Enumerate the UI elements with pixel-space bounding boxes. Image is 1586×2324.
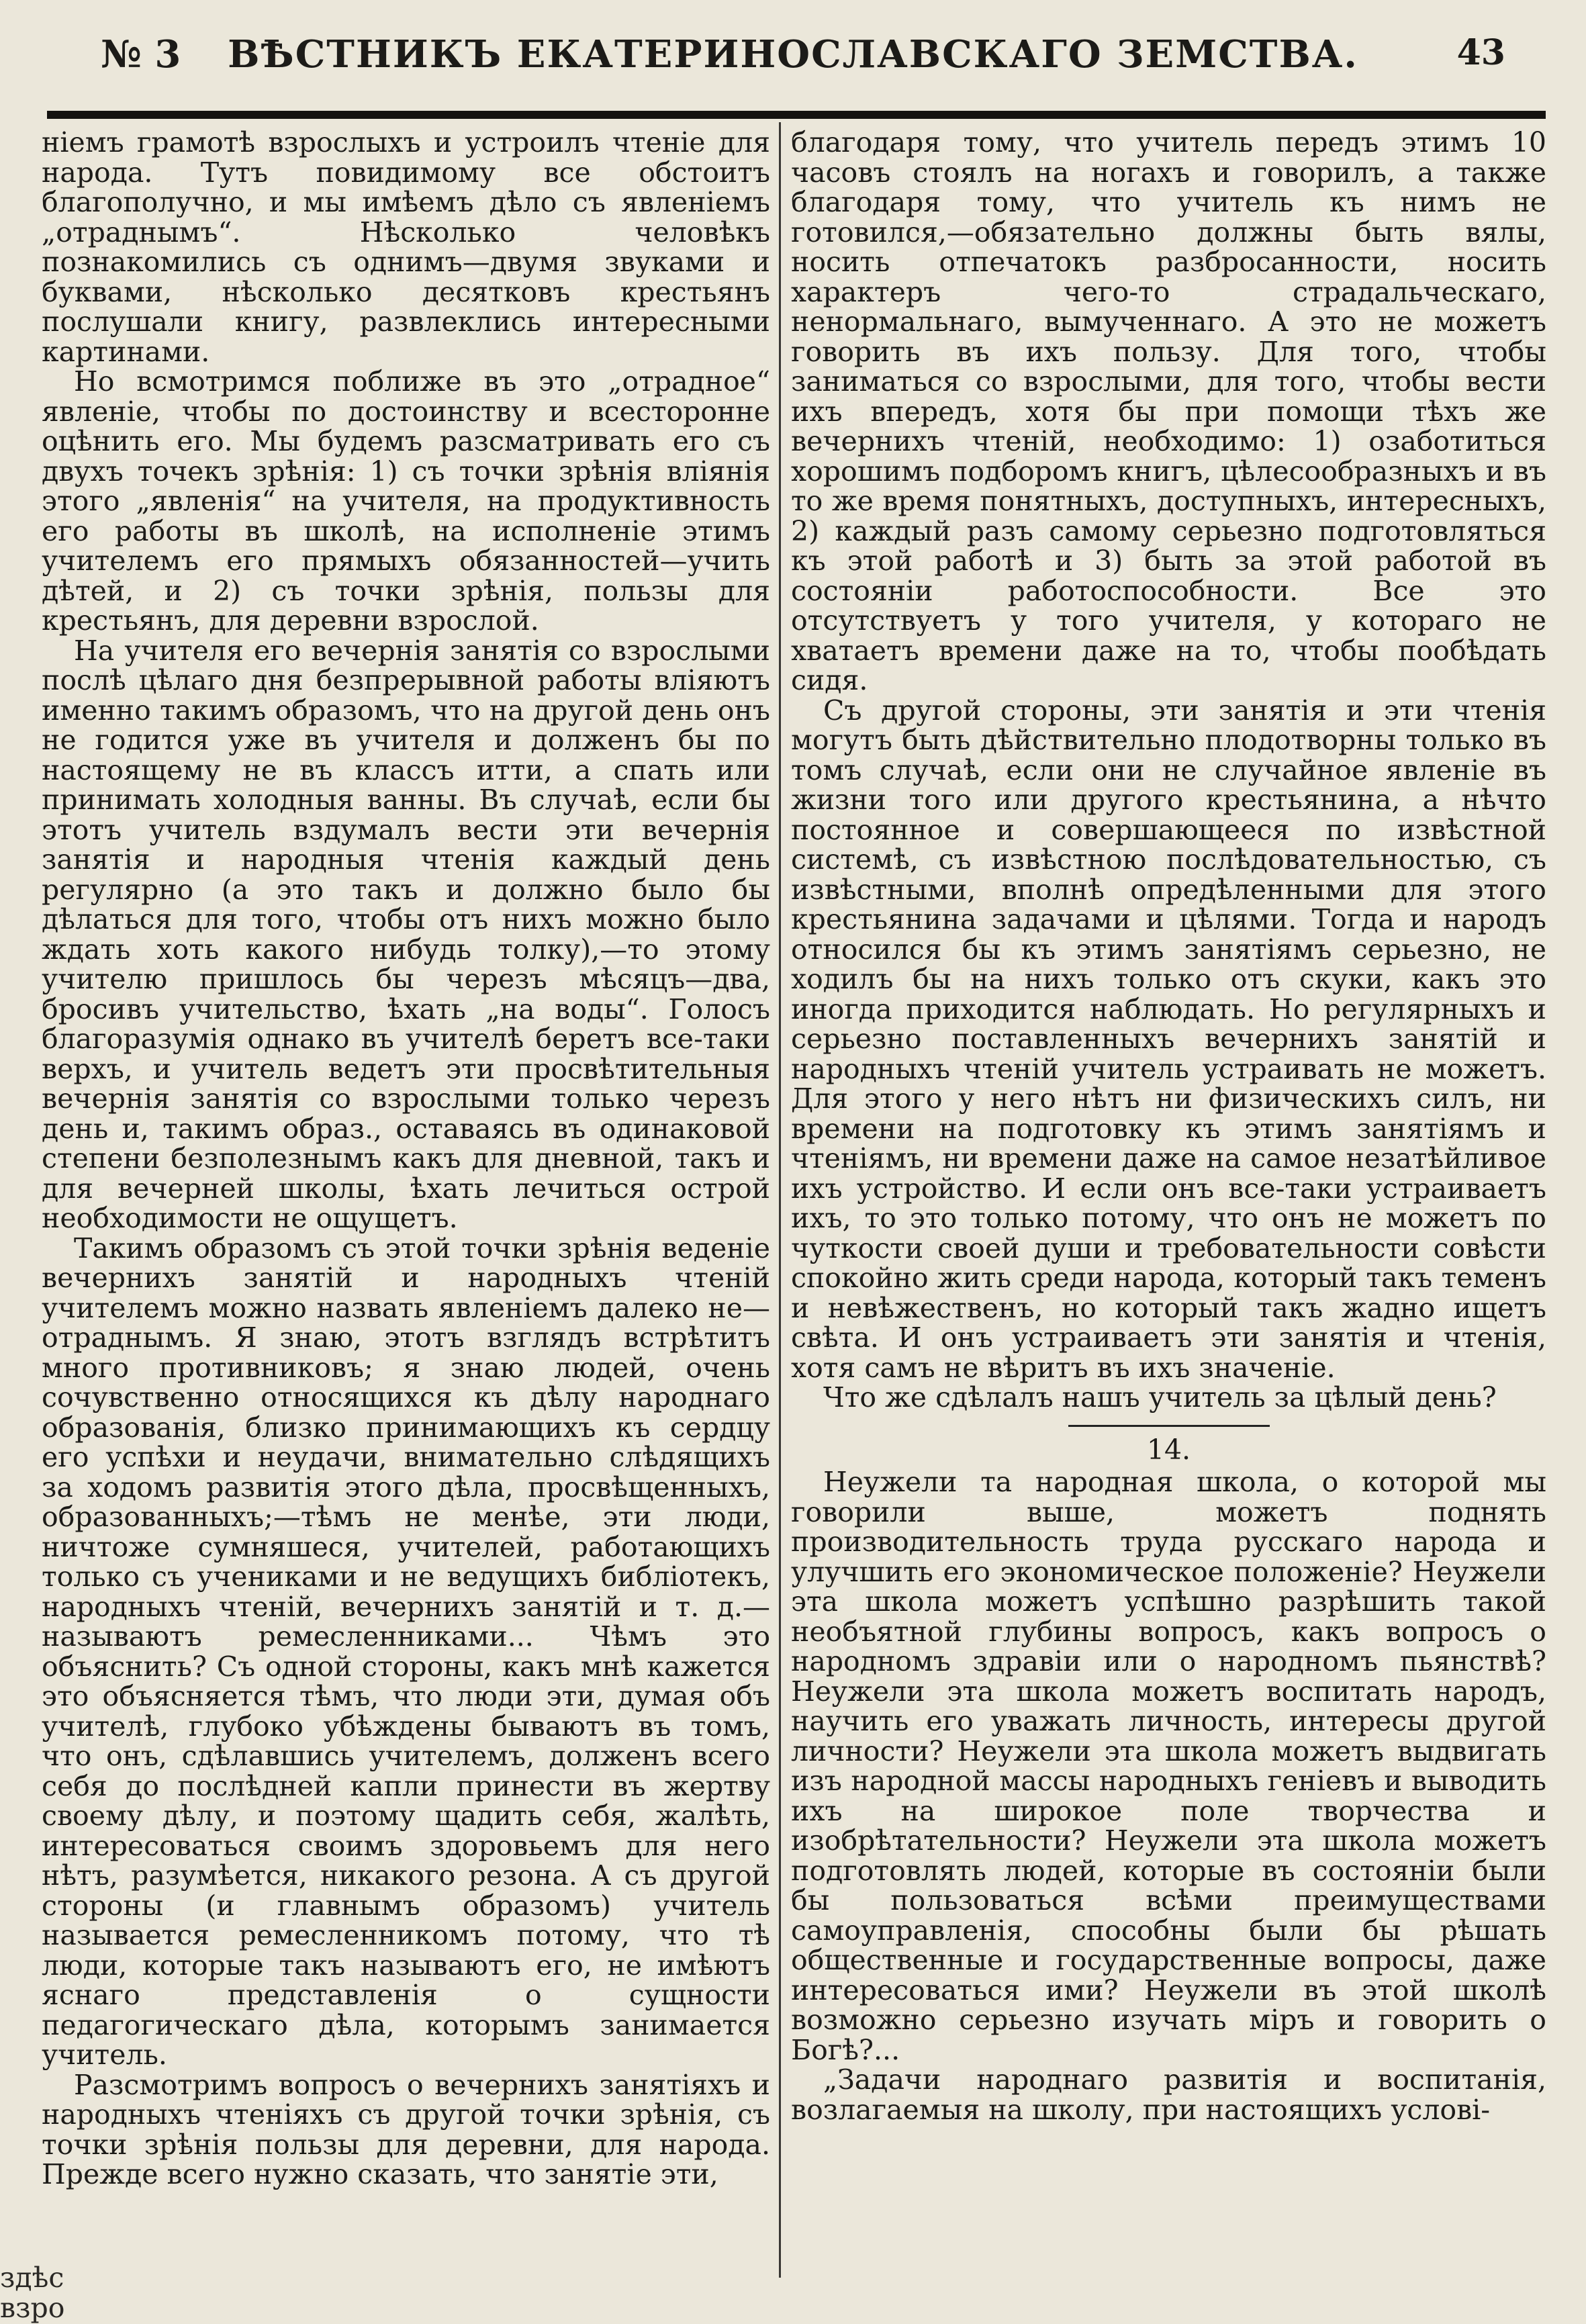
paragraph: „Задачи народнаго развитія и воспитанія, возлагаемыя на школу, при настоящихъ услові- [791, 2063, 1546, 2126]
section-number: 14. [1146, 1433, 1191, 1466]
issue-number: № 3 [101, 32, 181, 77]
right-column [791, 128, 1546, 2125]
paragraph: ніемъ грамотѣ взрослыхъ и устроилъ чтеніе для народа. Тутъ повидимому все обстоитъ благополучно, и мы имѣемъ дѣло съ явленіемъ „отраднымъ“. Нѣсколько человѣкъ познакомились съ однимъ—двумя звуками и буквами, нѣсколько десятковъ крестьянъ послушали книгу, развлеклись интересными картинами. [42, 126, 770, 368]
margin-stub-line: взро [0, 2291, 65, 2324]
page-number: 43 [1456, 32, 1505, 73]
margin-stub-line: здѣс [0, 2262, 64, 2294]
left-column [42, 128, 770, 2190]
paragraph: Но всмотримся поближе въ это „отрадное“ явленіе, чтобы по достоинству и всесторонне оцѣнить его. Мы будемъ разсматривать его съ двухъ точекъ зрѣнія: 1) съ точки зрѣнія вліянія этого „явленія“ на учителя, на продуктивность его работы въ школѣ, на исполненіе этимъ учителемъ его прямыхъ обязанностей—учить дѣтей, и 2) съ точки зрѣнія, пользы для крестьянъ, для деревни взрослой. [42, 365, 770, 637]
journal-title: ВѢСТНИКЪ ЕКАТЕРИНОСЛАВСКАГО ЗЕМСТВА. [228, 32, 1358, 77]
paragraph: Съ другой стороны, эти занятія и эти чтенія могутъ быть дѣйствительно плодотворны только въ томъ случаѣ, если они не случайное явленіе въ жизни того или другого крестьянина, а нѣчто постоянное и совершающееся по извѣстной системѣ, съ извѣстною послѣдовательностью, съ извѣстными, вполнѣ опредѣленными для этого крестьянина задачами и цѣлями. Тогда и народъ относился бы къ этимъ занятіямъ серьезно, не ходилъ бы на нихъ только отъ скуки, какъ это иногда приходится наблюдать. Но регулярныхъ и серьезно поставленныхъ вечернихъ занятій и народныхъ чтеній учитель устраивать не можетъ. Для этого у него нѣтъ ни физическихъ силъ, ни времени на подготовку къ этимъ занятіямъ и чтеніямъ, ни времени даже на самое незатѣйливое ихъ устройство. И если онъ все-таки устраиваетъ ихъ, то это только потому, что онъ не можетъ по чуткости своей души и требовательности совѣсти спокойно жить среди народа, который такъ теменъ и невѣжественъ, но который такъ жадно ищетъ свѣта. И онъ устраиваетъ эти занятія и чтенія, хотя самъ не вѣритъ въ ихъ значеніе. [791, 694, 1546, 1384]
paragraph: Такимъ образомъ съ этой точки зрѣнія веденіе вечернихъ занятій и народныхъ чтеній учителемъ можно назвать явленіемъ далеко не—отраднымъ. Я знаю, этотъ взглядъ встрѣтитъ много противниковъ; я знаю людей, очень сочувственно относящихся къ дѣлу народнаго образованія, близко принимающихъ къ сердцу его успѣхи и неудачи, внимательно слѣдящихъ за ходомъ развитія этого дѣла, просвѣщенныхъ, образованныхъ;—тѣмъ не менѣе, эти люди, ничтоже сумняшеся, учителей, работающихъ только съ учениками и не ведущихъ библіотекъ, народныхъ чтеній, вечернихъ занятій и т. д.—называютъ ремесленниками... Чѣмъ это объяснить? Съ одной стороны, какъ мнѣ кажется это объясняется тѣмъ, что люди эти, думая объ учителѣ, глубоко убѣждены бываютъ въ томъ, что онъ, сдѣлавшись учителемъ, долженъ всего себя до послѣдней капли принести въ жертву своему дѣлу, и поэтому щадить себя, жалѣть, интересоваться своимъ здоровьемъ для него нѣтъ, разумѣется, никакого резона. А съ другой стороны (и главнымъ образомъ) учитель называется ремесленникомъ потому, что тѣ люди, которые такъ называютъ его, не имѣютъ яснаго представленія о сущности педагогическаго дѣла, которымъ занимается учитель. [42, 1231, 770, 2071]
margin-stub [0, 2263, 87, 2323]
paragraph: Разсмотримъ вопросъ о вечернихъ занятіяхъ и народныхъ чтеніяхъ съ другой точки зрѣнія, съ точки зрѣнія пользы для деревни, для народа. Прежде всего нужно сказать, что занятіе эти, [42, 2068, 770, 2190]
paragraph: На учителя его вечернія занятія со взрослыми послѣ цѣлаго дня безпрерывной работы вліяютъ именно такимъ образомъ, что на другой день онъ не годится уже въ учителя и долженъ бы по настоящему не въ классъ итти, а спать или принимать холодныя ванны. Въ случаѣ, если бы этотъ учитель вздумалъ вести эти вечернія занятія и народныя чтенія каждый день регулярно (а это такъ и должно было бы дѣлаться для того, чтобы отъ нихъ можно было ждать хоть какого нибудь толку),—то этому учителю пришлось бы черезъ мѣсяцъ—два, бросивъ учительство, ѣхать „на воды“. Голосъ благоразумія однако въ учителѣ беретъ все-таки верхъ, и учитель ведетъ эти просвѣтительныя вечернія занятія со взрослыми только черезъ день и, такимъ образ., оставаясь въ одинаковой степени безполезнымъ какъ для дневной, такъ и для вечерней школы, ѣхать лечиться острой необходимости не ощущетъ. [42, 634, 770, 1234]
section-separator [1068, 1425, 1270, 1427]
paragraph: Что же сдѣлалъ нашъ учитель за цѣлый день? [823, 1381, 1497, 1413]
header-rule [47, 111, 1546, 119]
paragraph: благодаря тому, что учитель передъ этимъ 10 часовъ стоялъ на ногахъ и говорилъ, а также благодаря тому, что учитель къ нимъ не готовился,—обязательно должны быть вялы, носить отпечатокъ разбросанности, носить характеръ чего-то страдальческаго, ненормальнаго, вымученнаго. А это не можетъ говорить въ ихъ пользу. Для того, чтобы заниматься со взрослыми, для того, чтобы вести ихъ впередъ, хотя бы при помощи тѣхъ же вечернихъ чтеній, необходимо: 1) озаботиться хорошимъ подборомъ книгъ, цѣлесообразныхъ и въ то же время понятныхъ, доступныхъ, интересныхъ, 2) каждый разъ самому серьезно подготовляться къ этой работѣ и 3) быть за этой работой въ состояніи работоспособности. Все это отсутствуетъ у того учителя, у котораго не хватаетъ времени даже на то, чтобы пообѣдать сидя. [791, 126, 1546, 696]
paragraph: Неужели та народная школа, о которой мы говорили выше, можетъ поднять производительность труда русскаго народа и улучшить его экономическое положеніе? Неужели эта школа можетъ успѣшно разрѣшить такой необъятной глубины вопросъ, какъ вопросъ о народномъ здравіи или о народномъ пьянствѣ? Неужели эта школа можетъ воспитать народъ, научить его уважать личность, интересы другой личности? Неужели эта школа можетъ выдвигать изъ народной массы народныхъ геніевъ и выводить ихъ на широкое поле творчества и изобрѣтательности? Неужели эта школа можетъ подготовлять людей, которые въ состояніи были бы пользоваться всѣми преимуществами самоуправленія, способны были бы рѣшать общественные и государственные вопросы, даже интересоваться ими? Неужели въ этой школѣ возможно серьезно изучать міръ и говорить о Богѣ?... [791, 1466, 1546, 2066]
column-divider [779, 122, 781, 2278]
page-header [40, 26, 1546, 86]
